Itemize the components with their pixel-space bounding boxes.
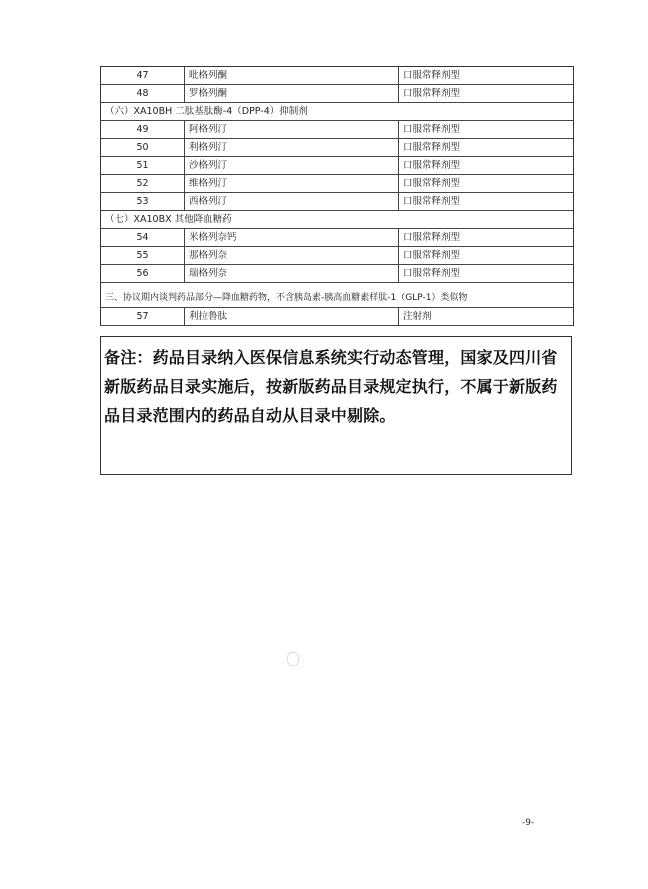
row-number: 50 (101, 139, 185, 156)
dosage-form: 口服常释剂型 (403, 250, 461, 261)
drug-name: 那格列奈 (185, 247, 399, 264)
row-number: 56 (101, 265, 185, 282)
dosage-form: 口服常释剂型 (403, 124, 461, 135)
table-row (101, 121, 573, 139)
table-row (101, 193, 573, 211)
row-number: 54 (101, 229, 185, 246)
watermark (287, 652, 301, 666)
dosage-form: 口服常释剂型 (403, 196, 461, 207)
drug-name: 维格列汀 (185, 175, 399, 192)
table-row (101, 229, 573, 247)
drug-name: 利拉鲁肽 (185, 308, 399, 325)
drug-name: 米格列奈钙 (185, 229, 399, 246)
table-row (101, 139, 573, 157)
row-number: 52 (101, 175, 185, 192)
drug-name: 利格列汀 (185, 139, 399, 156)
table-row (101, 157, 573, 175)
scanner-logo-icon (287, 652, 299, 666)
drug-table (100, 66, 574, 326)
row-number: 51 (101, 157, 185, 174)
dosage-form: 口服常释剂型 (403, 232, 461, 243)
section-heading-negotiated: 三、协议期内谈判药品部分—降血糖药物，不含胰岛素-胰高血糖素样肽-1（GLP-1）类似物 (101, 283, 573, 308)
row-number: 48 (101, 85, 185, 102)
table-row (101, 247, 573, 265)
drug-name: 吡格列酮 (185, 67, 399, 84)
drug-name: 罗格列酮 (185, 85, 399, 102)
dosage-form: 口服常释剂型 (403, 142, 461, 153)
row-number: 47 (101, 67, 185, 84)
remarks-box (100, 336, 572, 475)
page-number: -9- (522, 818, 535, 828)
section-heading-other: （七）XA10BX 其他降血糖药 (101, 211, 573, 229)
dosage-form: 口服常释剂型 (403, 88, 461, 99)
section-heading-dpp4: （六）XA10BH 二肽基肽酶-4（DPP-4）抑制剂 (101, 103, 573, 121)
row-number: 55 (101, 247, 185, 264)
dosage-form: 口服常释剂型 (403, 70, 461, 81)
table-row (101, 308, 573, 326)
table-row (101, 85, 573, 103)
table-row (101, 67, 573, 85)
row-number: 49 (101, 121, 185, 138)
dosage-form: 注射剂 (403, 311, 432, 322)
dosage-form: 口服常释剂型 (403, 268, 461, 279)
drug-name: 阿格列汀 (185, 121, 399, 138)
drug-name: 沙格列汀 (185, 157, 399, 174)
table-row (101, 265, 573, 283)
row-number: 57 (101, 308, 185, 325)
row-number: 53 (101, 193, 185, 210)
drug-name: 瑞格列奈 (185, 265, 399, 282)
table-row (101, 175, 573, 193)
remarks-text: 备注：药品目录纳入医保信息系统实行动态管理，国家及四川省新版药品目录实施后，按新版药品目录规定执行，不属于新版药品目录范围内的药品自动从目录中剔除。 (104, 348, 558, 425)
drug-name: 西格列汀 (185, 193, 399, 210)
dosage-form: 口服常释剂型 (403, 160, 461, 171)
dosage-form: 口服常释剂型 (403, 178, 461, 189)
